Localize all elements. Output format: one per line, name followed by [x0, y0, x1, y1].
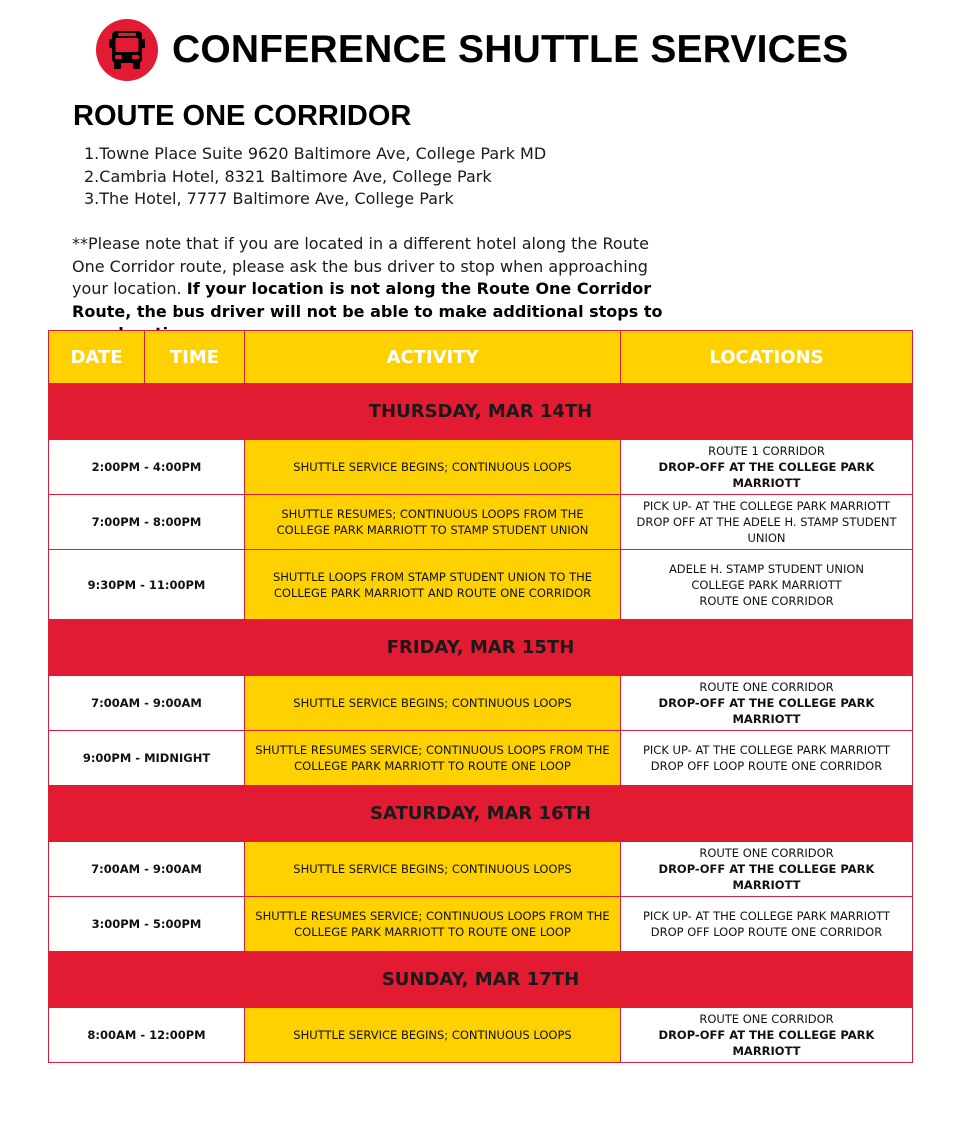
- location-line: ROUTE ONE CORRIDOR: [699, 680, 834, 694]
- day-row: [49, 620, 913, 676]
- location-line: PICK UP- AT THE COLLEGE PARK MARRIOTT: [642, 743, 890, 757]
- location-line: DROP-OFF AT THE COLLEGE PARK MARRIOTT: [658, 862, 875, 892]
- location-line: ADELE H. STAMP STUDENT UNION: [668, 561, 865, 576]
- day-row: [49, 786, 913, 842]
- time-cell: 9:00PM - MIDNIGHT: [49, 731, 245, 786]
- locations-cell: [621, 495, 913, 550]
- table-row: [49, 676, 913, 731]
- column-header-date: DATE: [49, 331, 145, 384]
- locations-cell: [621, 550, 913, 620]
- column-header-time: TIME: [145, 331, 245, 384]
- location-line: PICK UP- AT THE COLLEGE PARK MARRIOTT: [642, 909, 890, 923]
- location-line: DROP OFF LOOP ROUTE ONE CORRIDOR: [650, 759, 883, 773]
- activity-cell: SHUTTLE RESUMES; CONTINUOUS LOOPS FROM THE COLLEGE PARK MARRIOTT TO STAMP STUDENT UNION: [245, 495, 621, 550]
- route-title: ROUTE ONE CORRIDOR: [73, 100, 412, 132]
- location-line: DROP OFF AT THE ADELE H. STAMP STUDENT UNION: [636, 515, 897, 545]
- hotel-name: Cambria Hotel, 8321 Baltimore Ave, College Park: [99, 166, 492, 186]
- table-row: [49, 550, 913, 620]
- locations-cell: [621, 842, 913, 897]
- table-row: [49, 1008, 913, 1063]
- shuttle-schedule-table: [48, 330, 913, 1063]
- table-row: [49, 842, 913, 897]
- location-line: PICK UP- AT THE COLLEGE PARK MARRIOTT: [642, 499, 890, 513]
- hotel-item-1: [84, 143, 546, 166]
- locations-cell: [621, 897, 913, 952]
- table-row: [49, 731, 913, 786]
- locations-cell: [621, 440, 913, 495]
- note-warning: If your location is not along the Route One Corridor Route, the bus driver will not be able to make additional stops to: [72, 279, 663, 321]
- hotel-item-3: [84, 188, 546, 211]
- table-row: [49, 495, 913, 550]
- time-cell: 7:00AM - 9:00AM: [49, 676, 245, 731]
- hotel-list: [84, 143, 546, 211]
- location-line: ROUTE ONE CORRIDOR: [699, 846, 834, 860]
- activity-cell: SHUTTLE SERVICE BEGINS; CONTINUOUS LOOPS: [245, 440, 621, 495]
- column-header-locations: LOCATIONS: [621, 331, 913, 384]
- activity-cell: SHUTTLE RESUMES SERVICE; CONTINUOUS LOOPS FROM THE COLLEGE PARK MARRIOTT TO ROUTE ONE LOOP: [245, 731, 621, 786]
- page-header: [96, 18, 848, 82]
- location-line: ROUTE ONE CORRIDOR: [699, 1012, 834, 1026]
- table-row: [49, 440, 913, 495]
- column-header-activity: ACTIVITY: [245, 331, 621, 384]
- location-line: DROP-OFF AT THE COLLEGE PARK MARRIOTT: [658, 460, 875, 490]
- bus-icon-svg: [109, 30, 145, 70]
- list-number: 2.: [84, 166, 100, 186]
- time-cell: 2:00PM - 4:00PM: [49, 440, 245, 495]
- time-cell: 3:00PM - 5:00PM: [49, 897, 245, 952]
- day-label: SUNDAY, MAR 17TH: [49, 952, 913, 1008]
- day-label: SATURDAY, MAR 16TH: [49, 786, 913, 842]
- list-number: 3.: [84, 189, 100, 208]
- activity-cell: SHUTTLE RESUMES SERVICE; CONTINUOUS LOOPS FROM THE COLLEGE PARK MARRIOTT TO ROUTE ONE LOOP: [245, 897, 621, 952]
- time-cell: 9:30PM - 11:00PM: [49, 550, 245, 620]
- time-cell: 7:00PM - 8:00PM: [49, 495, 245, 550]
- activity-cell: SHUTTLE SERVICE BEGINS; CONTINUOUS LOOPS: [245, 676, 621, 731]
- table-header-row: [49, 331, 913, 384]
- locations-cell: [621, 676, 913, 731]
- activity-cell: SHUTTLE LOOPS FROM STAMP STUDENT UNION TO THE COLLEGE PARK MARRIOTT AND ROUTE ONE CORRIDOR: [245, 550, 621, 620]
- location-line: ROUTE ONE CORRIDOR: [699, 593, 834, 608]
- locations-cell: [621, 1008, 913, 1063]
- route-note: [72, 233, 672, 346]
- note-text: **Please note that if you are located in a different hotel along the Route One Corridor route, please ask the bus driver to stop when approaching your location.: [72, 234, 649, 298]
- location-line: ROUTE 1 CORRIDOR: [708, 444, 825, 458]
- table-row: [49, 897, 913, 952]
- location-line: DROP-OFF AT THE COLLEGE PARK MARRIOTT: [658, 1028, 875, 1058]
- time-cell: 7:00AM - 9:00AM: [49, 842, 245, 897]
- page-title: CONFERENCE SHUTTLE SERVICES: [172, 28, 849, 71]
- day-row: [49, 952, 913, 1008]
- list-number: 1.: [84, 144, 100, 163]
- day-label: THURSDAY, MAR 14TH: [49, 384, 913, 440]
- day-label: FRIDAY, MAR 15TH: [49, 620, 913, 676]
- location-line: COLLEGE PARK MARRIOTT: [691, 577, 842, 592]
- time-cell: 8:00AM - 12:00PM: [49, 1008, 245, 1063]
- bus-icon: [96, 19, 158, 81]
- activity-cell: SHUTTLE SERVICE BEGINS; CONTINUOUS LOOPS: [245, 842, 621, 897]
- hotel-name: The Hotel, 7777 Baltimore Ave, College Park: [99, 189, 454, 208]
- day-row: [49, 384, 913, 440]
- hotel-item-2: [84, 166, 546, 189]
- hotel-name: Towne Place Suite 9620 Baltimore Ave, College Park MD: [99, 144, 547, 163]
- location-line: DROP-OFF AT THE COLLEGE PARK MARRIOTT: [658, 696, 875, 726]
- location-line: DROP OFF LOOP ROUTE ONE CORRIDOR: [650, 925, 883, 939]
- locations-cell: [621, 731, 913, 786]
- activity-cell: SHUTTLE SERVICE BEGINS; CONTINUOUS LOOPS: [245, 1008, 621, 1063]
